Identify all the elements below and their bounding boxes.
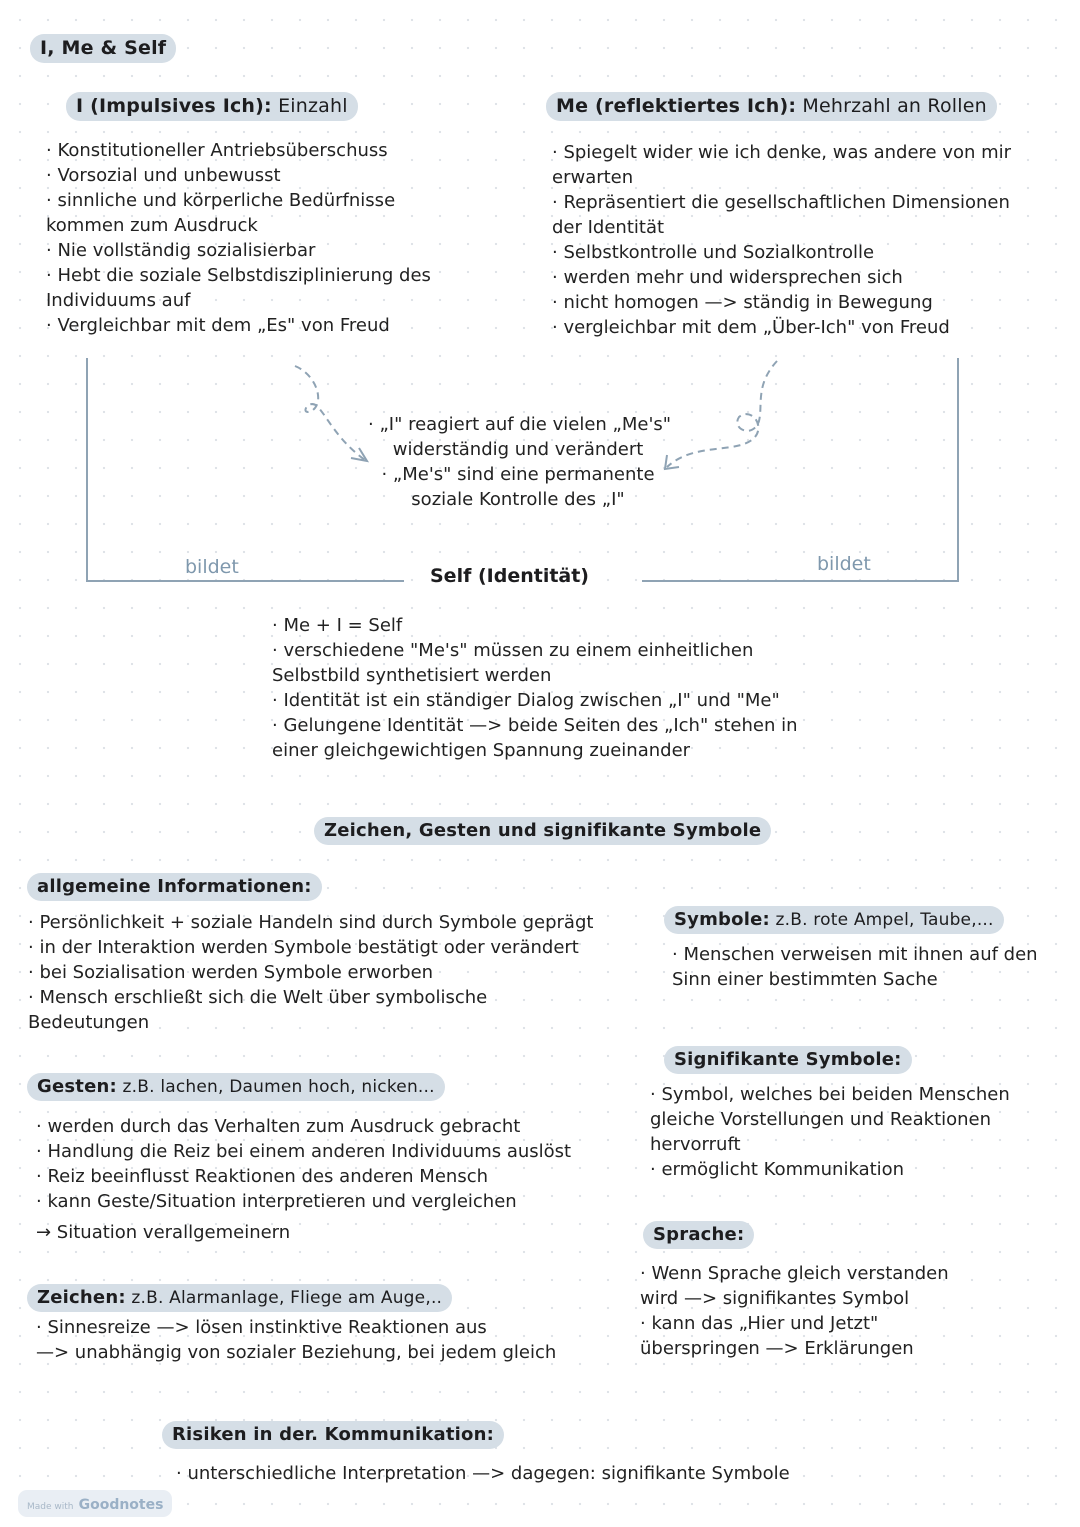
list-item: · Me + I = Self (272, 615, 403, 636)
list-item: · sinnliche und körperliche Bedürfnisse (46, 190, 396, 211)
list-item: soziale Kontrolle des „I" (411, 489, 625, 510)
self-heading: Self (Identität) (430, 565, 589, 587)
sprache-heading: Sprache: (643, 1221, 754, 1249)
list-item: · in der Interaktion werden Symbole bestätigt oder verändert (28, 937, 579, 958)
list-item: · Reiz beeinflusst Reaktionen des anderen Mensch (36, 1166, 489, 1187)
zeichen-heading-sub: z.B. Alarmanlage, Fliege am Auge,.. (125, 1288, 443, 1308)
list-item: · werden mehr und widersprechen sich (552, 267, 903, 288)
list-item: · ermöglicht Kommunikation (650, 1159, 905, 1180)
i-heading-sub: Einzahl (271, 95, 348, 117)
list-item: Sinn einer bestimmten Sache (672, 969, 938, 990)
list-item: · Konstitutioneller Antriebsüberschuss (46, 140, 388, 161)
risiken-line: · unterschiedliche Interpretation —> dagegen: signifikante Symbole (176, 1463, 790, 1484)
gesten-heading (27, 1073, 445, 1101)
signifikante-list (650, 1082, 1010, 1182)
gesten-conclusion: → Situation verallgemeinern (36, 1222, 291, 1243)
goodnotes-badge (18, 1490, 172, 1517)
i-heading (66, 92, 358, 121)
symbole-heading (664, 906, 1004, 934)
right-horizontal-line (642, 580, 959, 582)
list-item: · Persönlichkeit + soziale Handeln sind durch Symbole geprägt (28, 912, 594, 933)
allgemein-heading: allgemeine Informationen: (27, 873, 322, 901)
list-item: —> unabhängig von sozialer Beziehung, bei jedem gleich (36, 1342, 557, 1363)
list-item: · Selbstkontrolle und Sozialkontrolle (552, 242, 875, 263)
list-item: · nicht homogen —> ständig in Bewegung (552, 292, 933, 313)
me-heading-label: Me (reflektiertes Ich): (556, 95, 797, 117)
list-item: · bei Sozialisation werden Symbole erworben (28, 962, 434, 983)
list-item: · Symbol, welches bei beiden Menschen (650, 1084, 1010, 1105)
me-heading-sub: Mehrzahl an Rollen (796, 95, 987, 117)
sprache-list (640, 1261, 949, 1361)
left-horizontal-line (86, 580, 404, 582)
signifikante-heading: Signifikante Symbole: (664, 1046, 912, 1074)
list-item: · Nie vollständig sozialisierbar (46, 240, 316, 261)
list-item: · werden durch das Verhalten zum Ausdruck gebracht (36, 1116, 521, 1137)
list-item: · vergleichbar mit dem „Über-Ich" von Freud (552, 317, 950, 338)
right-vertical-line (957, 358, 959, 582)
list-item: erwarten (552, 167, 634, 188)
list-item: überspringen —> Erklärungen (640, 1338, 914, 1359)
list-item: kommen zum Ausdruck (46, 215, 258, 236)
bildet-right-label: bildet (817, 553, 871, 575)
list-item: · Spiegelt wider wie ich denke, was andere von mir (552, 142, 1012, 163)
list-item: · Vorsozial und unbewusst (46, 165, 281, 186)
badge-brand-text: Goodnotes (78, 1497, 164, 1513)
left-vertical-line (86, 358, 88, 582)
middle-note (368, 412, 672, 512)
list-item: · „I" reagiert auf die vielen „Me's" (368, 414, 672, 435)
list-item: · Gelungene Identität —> beide Seiten des „Ich" stehen in (272, 715, 798, 736)
i-list (46, 138, 431, 338)
list-item: · Identität ist ein ständiger Dialog zwischen „I" und "Me" (272, 690, 780, 711)
i-heading-label: I (Impulsives Ich): (76, 95, 272, 117)
zeichen-heading (27, 1284, 452, 1312)
me-list (552, 140, 1011, 340)
symbole-list (672, 942, 1038, 992)
list-item: wird —> signifikantes Symbol (640, 1288, 910, 1309)
list-item: · „Me's" sind eine permanente (381, 464, 655, 485)
list-item: · kann das „Hier und Jetzt" (640, 1313, 879, 1334)
self-list (272, 613, 798, 763)
list-item: widerständig und verändert (392, 439, 644, 460)
list-item: · Sinnesreize —> lösen instinktive Reaktionen aus (36, 1317, 487, 1338)
zeichen-heading-label: Zeichen: (37, 1287, 126, 1308)
page-title: I, Me & Self (30, 34, 176, 63)
gesten-heading-label: Gesten: (37, 1076, 117, 1097)
me-heading (546, 92, 997, 121)
list-item: · Mensch erschließt sich die Welt über symbolische (28, 987, 488, 1008)
symbole-heading-sub: z.B. rote Ampel, Taube,... (769, 910, 994, 930)
risiken-heading: Risiken in der. Kommunikation: (162, 1421, 504, 1449)
list-item: · verschiedene "Me's" müssen zu einem einheitlichen (272, 640, 754, 661)
list-item: hervorruft (650, 1134, 741, 1155)
list-item: · Handlung die Reiz bei einem anderen Individuums auslöst (36, 1141, 572, 1162)
dashed-arrow-right-icon (655, 355, 785, 475)
allgemein-list (28, 910, 593, 1035)
list-item: Bedeutungen (28, 1012, 150, 1033)
dashed-arrow-left-icon (285, 360, 375, 470)
list-item: · Menschen verweisen mit ihnen auf den (672, 944, 1038, 965)
symbole-heading-label: Symbole: (674, 909, 770, 930)
list-item: · kann Geste/Situation interpretieren und vergleichen (36, 1191, 517, 1212)
list-item: · Wenn Sprache gleich verstanden (640, 1263, 949, 1284)
badge-small-text: Made with (27, 1502, 74, 1512)
list-item: gleiche Vorstellungen und Reaktionen (650, 1109, 992, 1130)
bildet-left-label: bildet (185, 556, 239, 578)
section-title: Zeichen, Gesten und signifikante Symbole (314, 817, 771, 845)
list-item: einer gleichgewichtigen Spannung zueinander (272, 740, 691, 761)
gesten-list (36, 1114, 571, 1214)
list-item: Individuums auf (46, 290, 191, 311)
list-item: · Vergleichbar mit dem „Es" von Freud (46, 315, 390, 336)
list-item: · Repräsentiert die gesellschaftlichen Dimensionen (552, 192, 1010, 213)
list-item: der Identität (552, 217, 665, 238)
list-item: · Hebt die soziale Selbstdisziplinierung des (46, 265, 431, 286)
list-item: Selbstbild synthetisiert werden (272, 665, 552, 686)
gesten-heading-sub: z.B. lachen, Daumen hoch, nicken... (116, 1077, 435, 1097)
zeichen-list (36, 1315, 556, 1365)
